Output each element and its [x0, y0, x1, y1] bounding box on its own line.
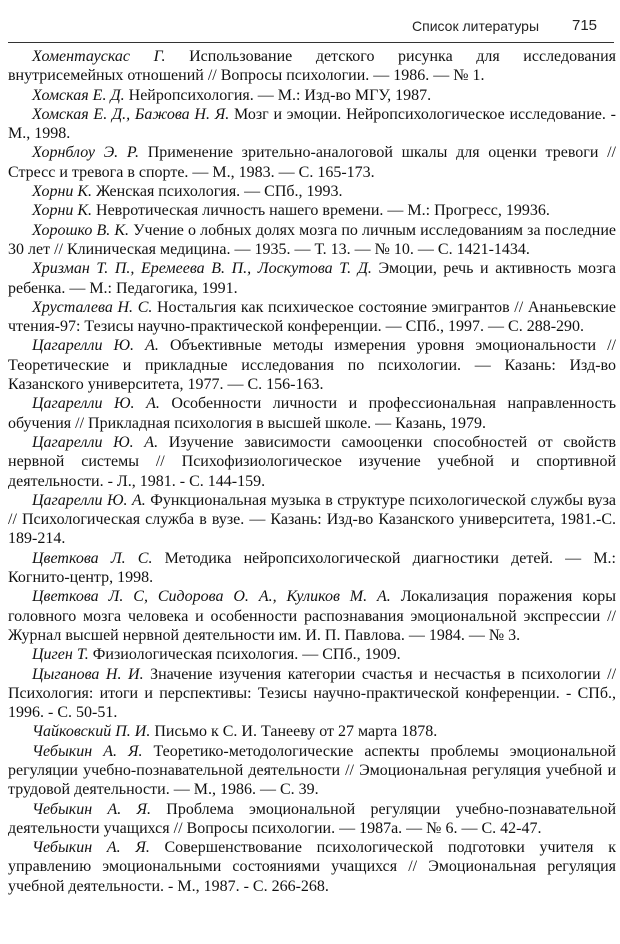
entry-author: Хомская Е. Д., Бажова Н. Я.: [32, 105, 230, 123]
entry-author: Хрусталева Н. С.: [32, 298, 153, 316]
entry-author: Цветкова Л. С, Сидорова О. А., Куликов М. А.: [32, 588, 391, 606]
bibliography-entry: [8, 298, 616, 337]
entry-author: Хорни К.: [32, 202, 93, 220]
bibliography-entry: [8, 645, 616, 664]
bibliography-entry: [8, 259, 616, 298]
entry-text: Объективные методы измерения уровня эмоциональности // Теоретические и прикладные исследования по психологии. — Казань: Изд-во Казанского университета, 1977. — С. 156-163.: [8, 337, 616, 394]
entry-author: Хорни К.: [32, 183, 93, 201]
bibliography-entry: [8, 143, 616, 182]
entry-author: Хорнблоу Э. Р.: [32, 144, 140, 162]
bibliography-entry: [8, 105, 616, 144]
entry-author: Хризман Т. П., Еремеева В. П., Лоскутова Т. Д.: [32, 260, 372, 278]
bibliography-entry: [8, 800, 616, 839]
entry-author: Цветкова Л. С.: [32, 549, 153, 567]
entry-author: Чебыкин А. Я.: [32, 800, 152, 818]
bibliography-entry: [8, 433, 616, 491]
bibliography-entry: [8, 722, 616, 741]
entry-author: Хоментаускас Г.: [32, 48, 166, 65]
entry-text: Использование детского рисунка для исследования внутрисемейных отношений // Вопросы психологии. — 1986. — № 1.: [8, 48, 617, 85]
header-rule: [8, 42, 614, 43]
entry-text: Эмоции, речь и активность мозга ребенка. — М.: Педагогика, 1991.: [8, 260, 617, 297]
entry-text: Мозг и эмоции. Нейропсихологическое исследование. - М., 1998.: [8, 105, 616, 143]
bibliography-entry: [8, 587, 616, 645]
page-number: 715: [572, 17, 598, 34]
entry-author: Чайковский П. И.: [32, 723, 151, 741]
bibliography-entry: [8, 838, 616, 896]
bibliography-entry: [8, 491, 616, 549]
entry-text: Невротическая личность нашего времени. — М.: Прогресс, 19936.: [92, 202, 550, 220]
entry-author: Циген Т.: [32, 646, 89, 664]
bibliography-entry: [8, 201, 616, 220]
entry-author: Цагарелли Ю. А.: [32, 491, 146, 509]
entry-author: Чебыкин А. Я.: [32, 839, 150, 857]
bibliography-entry: [8, 549, 616, 588]
bibliography-entry: [8, 86, 616, 105]
entry-author: Цагарелли Ю. А.: [32, 395, 160, 413]
entry-text: Локализация поражения коры головного мозга человека и особенности распознавания эмоциональной экспрессии // Журнал высшей нервной деятельности им. И. П. Павлова. — 1984. — № 3.: [8, 588, 616, 644]
bibliography-entry: [8, 221, 616, 260]
bibliography-entry: [8, 394, 616, 433]
entry-text: Функциональная музыка в структуре психологической службы вуза // Психологическая служба в вузе. — Казань: Изд-во Казанского университета, 1981.-С. 189-214.: [8, 491, 617, 548]
entry-text: Теоретико-методологические аспекты проблемы эмоциональной регуляции учебно-познавательной деятельности // Эмоциональная регуляция учебной и трудовой деятельности. — М., 1986. — С. 39.: [8, 742, 616, 799]
bibliography-entry: [8, 182, 616, 201]
entry-author: Хомская Е. Д.: [32, 86, 125, 104]
entry-text: Физиологическая психология. — СПб., 1909.: [88, 646, 401, 664]
entry-text: Ностальгия как психическое состояние эмигрантов // Ананьевские чтения-97: Тезисы научно-практической конференции. — СПб., 1997. — С. 288-290.: [8, 298, 617, 336]
bibliography-list: [8, 47, 616, 896]
entry-text: Нейропсихология. — М.: Изд-во МГУ, 1987.: [124, 86, 432, 104]
entry-text: Применение зрительно-аналоговой шкалы для оценки тревоги // Стресс и тревога в спорте. — М., 1983. — С. 165-173.: [8, 144, 617, 181]
entry-text: Учение о лобных долях мозга по личным исследованиям за последние 30 лет // Клиническая медицина. — 1935. — Т. 13. — № 10. — С. 1421-1434.: [8, 221, 616, 258]
bibliography-entry: [8, 336, 616, 394]
entry-author: Цагарелли Ю. А.: [32, 433, 159, 451]
entry-author: Цагарелли Ю. А.: [32, 337, 159, 355]
entry-text: Письмо к С. И. Танееву от 27 марта 1878.: [150, 723, 438, 741]
entry-author: Чебыкин А. Я.: [32, 742, 143, 760]
entry-text: Изучение зависимости самооценки способностей от свойств нервной системы // Психофизиологическое изучение учебной и спортивной деятельности. - Л., 1981. - С. 144-159.: [8, 433, 616, 490]
entry-text: Женская психология. — СПб., 1993.: [92, 183, 343, 201]
entry-text: Проблема эмоциональной регуляции учебно-познавательной деятельности учащихся // Вопросы психологии. — 1987а. — № 6. — С. 42-47.: [8, 800, 616, 837]
entry-author: Хорошко В. К.: [32, 221, 130, 239]
page-header: [0, 12, 620, 36]
section-title: Список литературы: [412, 18, 540, 34]
entry-author: Цыганова Н. И.: [32, 665, 144, 683]
entry-text: Методика нейропсихологической диагностики детей. — М.: Когнито-центр, 1998.: [8, 549, 616, 587]
bibliography-entry: [8, 47, 616, 86]
bibliography-entry: [8, 742, 616, 800]
entry-text: Особенности личности и профессиональная направленность обучения // Прикладная психология в высшей школе. — Казань, 1979.: [8, 395, 616, 432]
entry-text: Значение изучения категории счастья и несчастья в психологии // Психология: итоги и перспективы: Тезисы научно-практической конференции. - СПб., 1996. - С. 50-51.: [8, 665, 617, 722]
bibliography-entry: [8, 665, 616, 723]
entry-text: Совершенствование психологической подготовки учителя к управлению эмоциональными состояниями учащихся // Эмоциональная регуляция учебной деятельности. - М., 1987. - С. 266-268.: [8, 839, 616, 895]
